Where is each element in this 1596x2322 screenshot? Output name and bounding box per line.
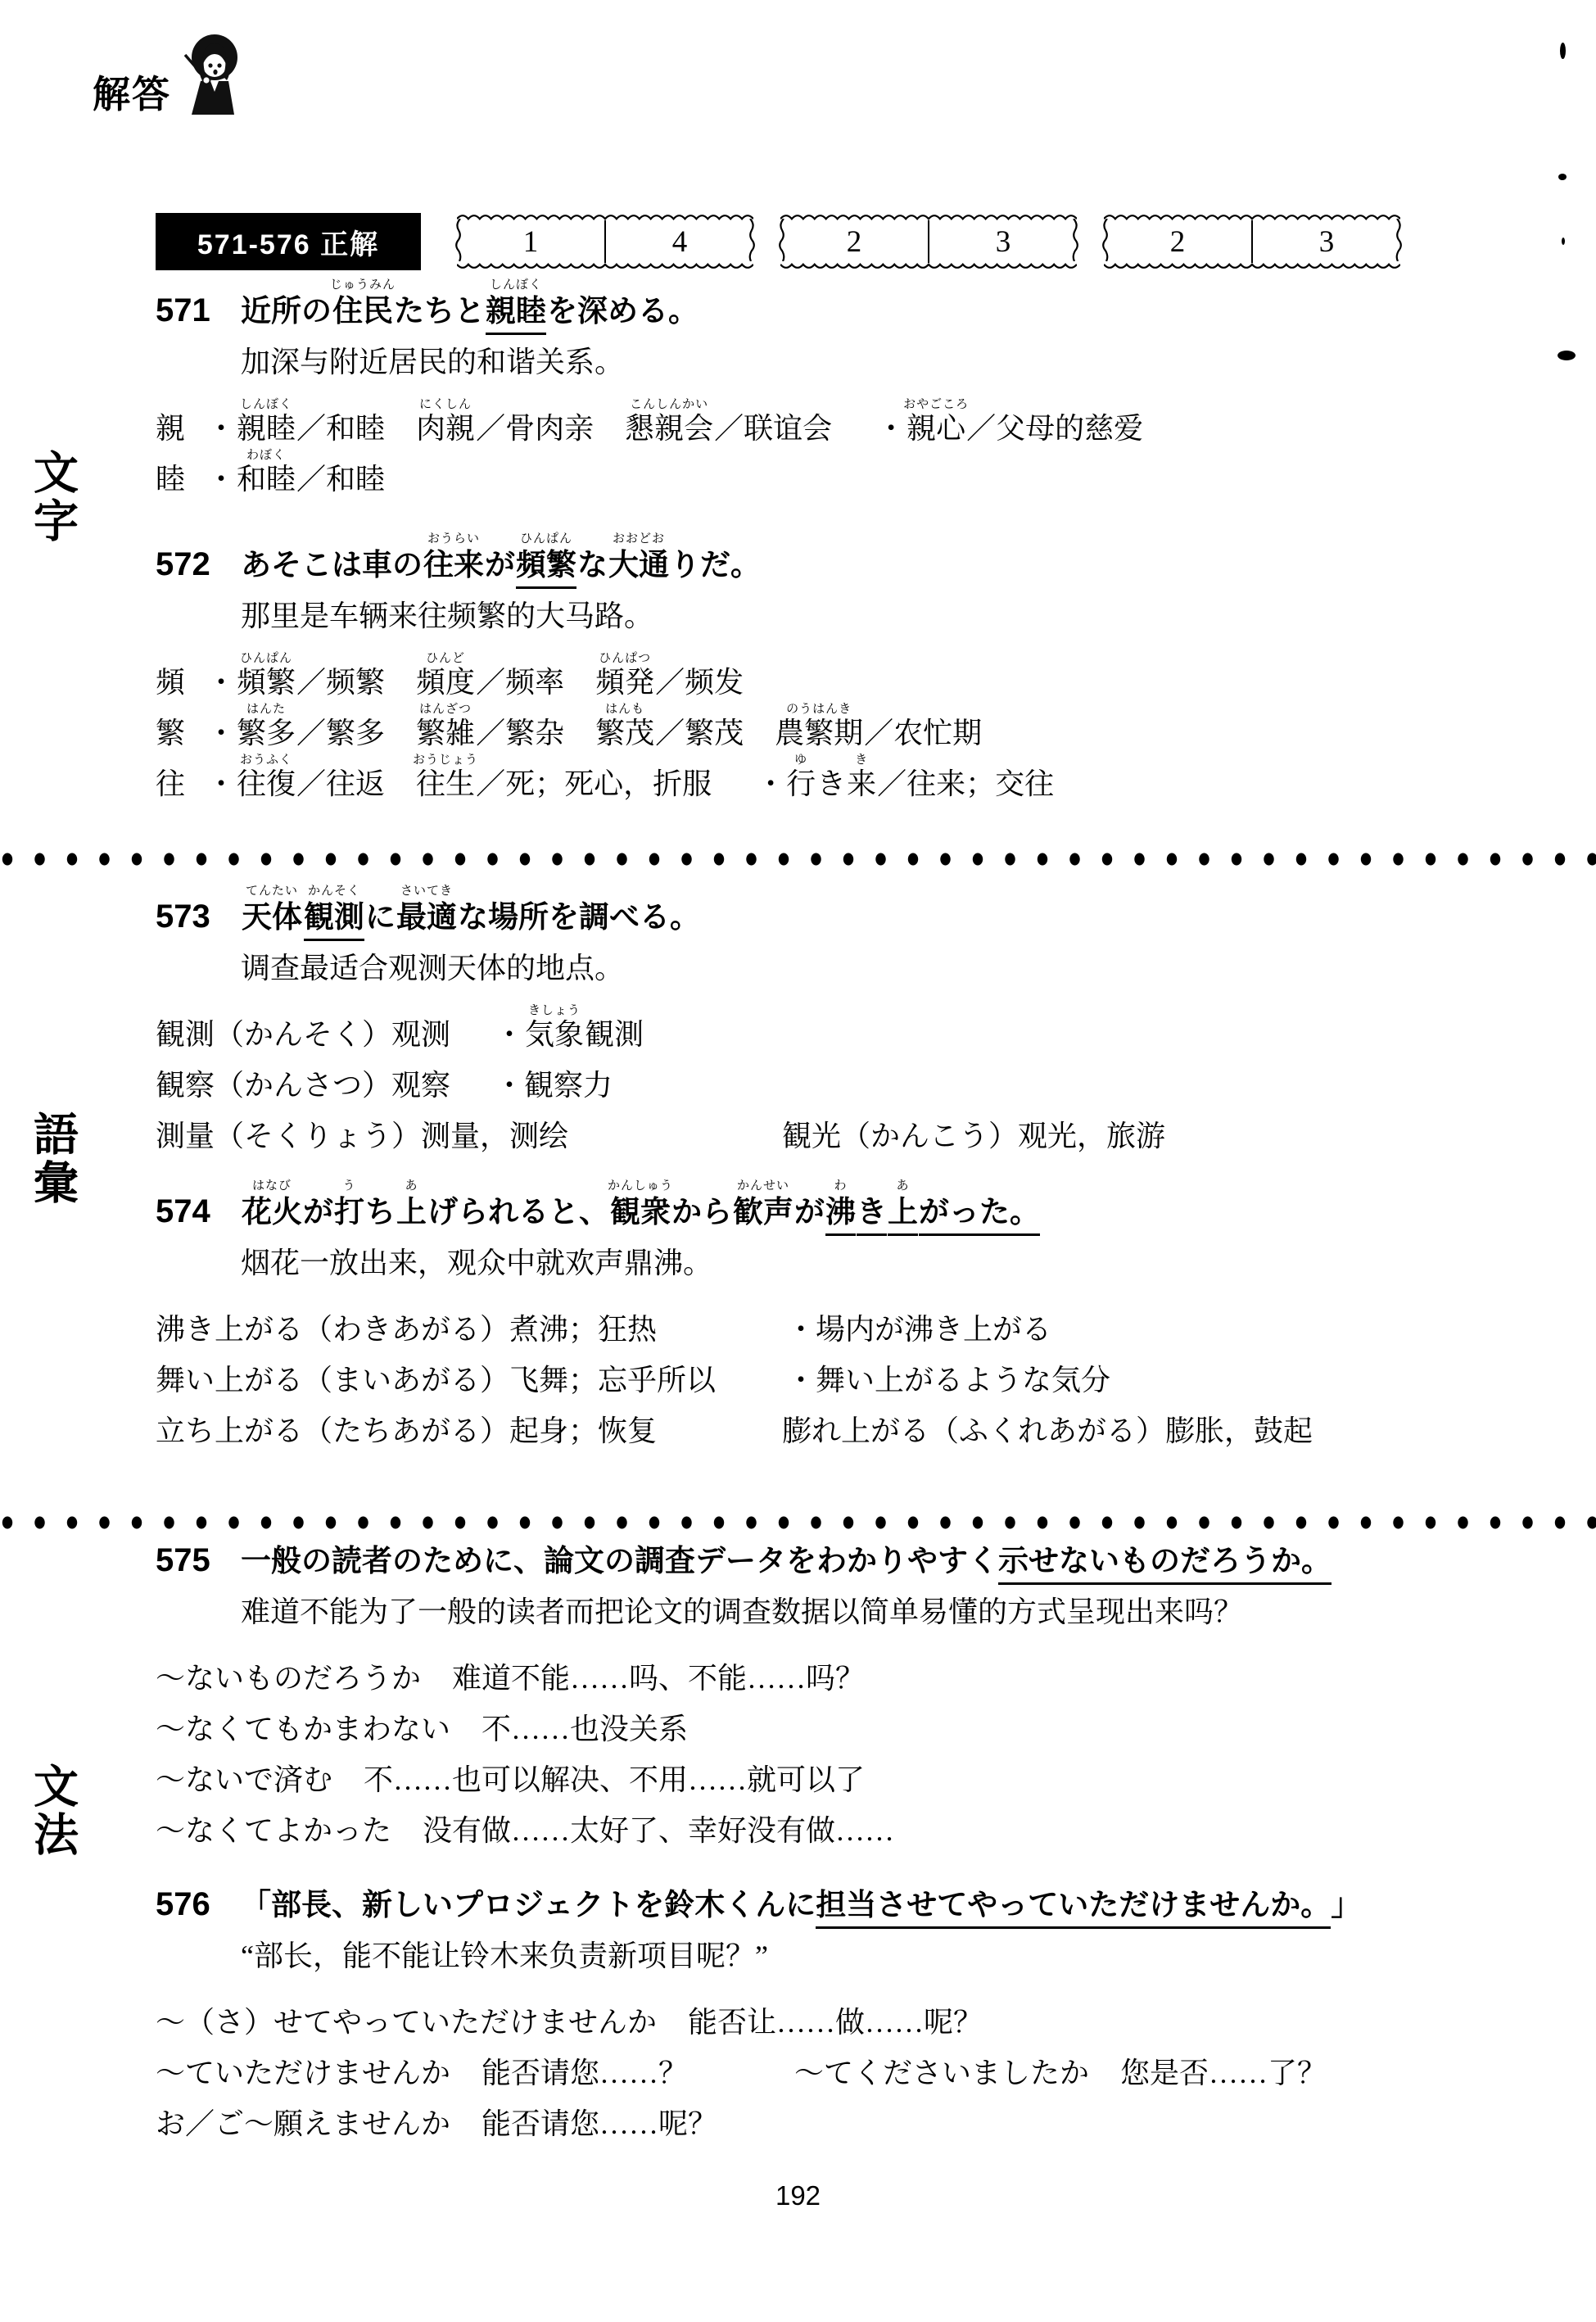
question-head (156, 1176, 1040, 1236)
text-run: 往来 おうらい (423, 532, 484, 582)
question-sentence (241, 529, 761, 589)
answer-key-row (156, 213, 1427, 270)
furigana: はなび (251, 1179, 292, 1193)
furigana: ひんぱん (240, 651, 293, 665)
question-number: 575 (156, 1542, 210, 1578)
question-head (156, 881, 700, 941)
text-run: ・ (756, 767, 786, 800)
text-run: 行 ゆ (786, 753, 816, 800)
text-run: 観測（かんそく） (156, 1017, 392, 1051)
text-run: ／频率 (476, 666, 565, 699)
text-run: が (303, 1195, 333, 1229)
question-translation: 难道不能为了一般的读者而把论文的调查数据以简单易懂的方式呈现出来吗？ (241, 1596, 1244, 1628)
furigana: てんたい (245, 884, 299, 898)
text-run: 親睦 しんぼく (237, 397, 296, 445)
vocabulary-rows (156, 1002, 1166, 1154)
text-run: 往 (156, 767, 186, 800)
scalloped-border-top-icon (780, 213, 1077, 220)
brace-edge-right-icon (748, 219, 756, 261)
text-run: 観衆 かんしゅう (607, 1179, 674, 1229)
grammar-row-naimonodarouka (156, 1645, 1332, 1696)
page-number: 192 (775, 2180, 821, 2211)
text-run: 親心 おやごころ (903, 397, 970, 445)
text-run: 能否请您……呢？ (482, 2107, 718, 2140)
text-run: ・ (206, 665, 237, 699)
text-run: 頻発 ひんぱつ (595, 651, 655, 699)
text-run: 〜ていただけませんか (156, 2056, 451, 2089)
text-run: 一般の読者のために、論文の調査データをわかりやすく (241, 1544, 998, 1577)
text-run: ／父母的慈爱 (966, 412, 1144, 445)
grammar-row-teitadakemasenka (156, 2040, 1361, 2091)
text-run: 担当させてやっていただけませんか。 (816, 1885, 1331, 1929)
question-sentence (241, 881, 700, 941)
text-run: 没有做……太好了、幸好没有做…… (423, 1814, 895, 1847)
answer-cells (780, 220, 1077, 263)
question-head (156, 1525, 1332, 1585)
text-run: 沸き上がる（わきあがる） (156, 1312, 510, 1346)
text-run: 难道不能……吗、不能……吗？ (452, 1662, 866, 1695)
text-run: あそこは車の (241, 548, 423, 582)
answer-cells (457, 220, 753, 263)
furigana: おおどお (612, 532, 666, 545)
question-sentence (241, 275, 699, 335)
grammar-row-nakuteyokatta (156, 1798, 1332, 1849)
text-run: 天体 てんたい (242, 884, 302, 934)
text-run: 観測 (585, 1017, 644, 1051)
text-run: 观察 (391, 1069, 451, 1102)
furigana: しんぼく (240, 397, 293, 411)
text-run: りだ。 (670, 548, 761, 582)
text-run: 起身；恢复 (509, 1414, 658, 1447)
text-run: ／骨肉亲 (476, 412, 595, 445)
sidebar-label-bunpou: 文法 (27, 1763, 78, 1859)
scalloped-border-bottom-icon (1104, 263, 1400, 270)
page-header (93, 33, 246, 116)
text-run: 」 (1331, 1888, 1362, 1921)
grammar-row-naidesumu (156, 1747, 1332, 1798)
question-number: 574 (156, 1193, 210, 1229)
furigana: ひんど (426, 651, 466, 665)
question-number: 573 (156, 898, 210, 935)
text-run: 往復 おうふく (237, 753, 296, 800)
text-run: 肉親 にくしん (416, 397, 476, 445)
word-row-kansatsu (156, 1052, 700, 1103)
text-run: ・ (495, 1017, 525, 1051)
furigana: う (342, 1179, 356, 1193)
text-run: ・ (206, 716, 237, 749)
furigana: しんぼく (489, 278, 543, 292)
furigana: にくしん (419, 397, 472, 411)
kanji-row-han (156, 700, 1054, 751)
text-run: ・ (206, 411, 237, 445)
brace-edge-right-icon (1395, 219, 1403, 261)
text-run: 沸 わ (825, 1193, 856, 1236)
sidebar-label-moji: 文字 (27, 449, 78, 545)
furigana: かんせい (736, 1179, 790, 1193)
furigana: あ (896, 1179, 910, 1193)
text-run: から (671, 1195, 732, 1229)
text-run: が (485, 548, 515, 582)
text-run: 〜なくてもかまわない (156, 1712, 451, 1745)
text-run: 舞い上がる（まいあがる） (156, 1363, 510, 1396)
scalloped-border-bottom-icon (457, 263, 753, 270)
brace-edge-left-icon (778, 219, 786, 261)
scan-artifact (1562, 238, 1565, 245)
answer-box-573-574 (780, 213, 1077, 270)
text-run: 膨胀，鼓起 (1165, 1414, 1313, 1447)
text-run: 繁茂 はんも (595, 702, 655, 749)
vocabulary-rows (156, 650, 1054, 802)
text-run: たちと (394, 294, 485, 328)
text-run: 〜なくてよかった (156, 1813, 392, 1847)
page-title: 解答 (93, 73, 171, 115)
text-run: 繁多 はんた (237, 702, 296, 749)
word-row-sokuryou (156, 1103, 1166, 1154)
word-row-kansoku (156, 1002, 700, 1052)
text-run: 親 (156, 411, 186, 445)
furigana: さいてき (400, 884, 454, 898)
text-run: 睦 (156, 462, 186, 496)
vocabulary-rows (156, 396, 1143, 497)
text-run: 上 あ (396, 1179, 427, 1229)
kanji-row-ou (156, 751, 1054, 802)
text-run: 観光（かんこう） (782, 1119, 1019, 1152)
teacher-girl-illustration (179, 33, 246, 116)
text-run: ・観察力 (495, 1068, 613, 1102)
kanji-row-boku (156, 446, 1143, 497)
question-block-572 (156, 529, 1054, 802)
text-run: ／和睦 (296, 463, 386, 496)
text-run: 能否让……做……呢？ (688, 2006, 983, 2039)
kanji-row-shin (156, 396, 1143, 446)
text-run: 〜ないものだろうか (156, 1661, 422, 1695)
text-run: 不……也可以解决、不用……就可以了 (364, 1763, 866, 1796)
text-run: 示せないものだろうか。 (998, 1541, 1332, 1585)
furigana: こんしんかい (630, 397, 709, 411)
furigana: きしょう (528, 1003, 581, 1017)
text-run: ・舞い上がるような気分 (786, 1363, 1111, 1396)
text-run: ／繁茂 (655, 717, 744, 749)
scan-artifact (1560, 43, 1566, 59)
text-run: 観察（かんさつ） (156, 1068, 392, 1102)
grammar-row-seteyatte (156, 1989, 1361, 2040)
furigana: はんた (246, 702, 287, 716)
scalloped-border-bottom-icon (780, 263, 1077, 270)
scan-artifact (1558, 174, 1567, 180)
grammar-rows (156, 1645, 1332, 1849)
furigana: はんざつ (419, 702, 472, 716)
furigana: き (855, 753, 869, 767)
answer-571: 1 (522, 224, 539, 259)
text-run: が (794, 1195, 825, 1229)
text-run: 繁 (156, 716, 186, 749)
furigana: おうじょう (413, 753, 479, 767)
text-run: 观测 (391, 1018, 451, 1051)
text-run: お／ご〜願えませんか (156, 2107, 451, 2140)
question-translation: 烟花一放出来，观众中就欢声鼎沸。 (241, 1247, 713, 1279)
furigana: おうふく (240, 753, 293, 767)
text-run: ／往来；交往 (877, 767, 1055, 800)
text-run: 测量，测绘 (421, 1120, 569, 1152)
text-run: 農繁期 のうはんき (775, 702, 864, 749)
brace-edge-left-icon (1101, 219, 1110, 261)
scan-artifact (1558, 351, 1576, 360)
text-run: ・ (876, 411, 907, 445)
sidebar-label-goi: 語彙 (27, 1111, 78, 1207)
answer-575: 2 (1169, 224, 1186, 259)
question-head (156, 529, 1054, 589)
text-run: 観測 かんそく (304, 898, 364, 941)
kanji-row-hin (156, 650, 1054, 700)
text-run: 〜てくださいましたか (794, 2056, 1090, 2089)
text-run: 住民 じゅうみん (329, 278, 396, 328)
text-run (782, 1413, 1313, 1449)
question-block-575 (156, 1525, 1332, 1849)
question-block-571 (156, 275, 1143, 497)
text-run: ち (365, 1195, 396, 1229)
text-run (794, 2055, 1327, 2091)
answer-box-575-576 (1104, 213, 1400, 270)
text-run: 不……也没关系 (482, 1713, 689, 1745)
furigana: わぼく (246, 448, 287, 462)
text-run: ／繁多 (296, 717, 386, 749)
text-run: ／死；死心，折服 (476, 767, 712, 800)
text-run: な場所を調べる。 (458, 900, 700, 934)
question-sentence (241, 1869, 1361, 1929)
text-run: 能否请您……？ (482, 2057, 689, 2089)
text-run: 膨れ上がる（ふくれあがる） (782, 1414, 1166, 1447)
text-run: 〜ないで済む (156, 1763, 333, 1796)
word-row-tachiagaru (156, 1398, 1313, 1449)
brace-edge-right-icon (1071, 219, 1079, 261)
text-run: 親睦 しんぼく (486, 292, 546, 335)
scalloped-border-top-icon (457, 213, 753, 220)
question-translation: 那里是车辆来往频繁的大马路。 (241, 600, 654, 632)
furigana: おうらい (427, 532, 481, 545)
furigana: かんそく (307, 884, 361, 898)
furigana: のうはんき (786, 702, 852, 716)
text-run: 煮沸；狂热 (509, 1313, 658, 1346)
text-run: ／联谊会 (714, 412, 833, 445)
brace-edge-left-icon (454, 219, 463, 261)
furigana: ゆ (794, 753, 808, 767)
furigana: かんしゅう (607, 1179, 674, 1193)
text-run: 測量（そくりょう） (156, 1119, 422, 1152)
question-sentence (241, 1176, 1040, 1236)
text-run: 大通 おおどお (608, 532, 669, 582)
text-run: 观光，旅游 (1018, 1120, 1166, 1152)
question-number: 576 (156, 1886, 210, 1922)
furigana: ひんぱん (519, 532, 573, 545)
furigana: わ (834, 1179, 848, 1193)
text-run: 飞舞；忘乎所以 (509, 1364, 717, 1396)
answer-key-label: 571-576 正解 (156, 213, 421, 270)
text-run (782, 1118, 1165, 1154)
text-run: げられると、 (427, 1195, 609, 1229)
text-run: な (577, 548, 608, 582)
text-run: ／往返 (296, 767, 386, 800)
answer-box-571-572 (457, 213, 753, 270)
text-run: を深める。 (547, 294, 699, 328)
text-run: 頻度 ひんど (416, 651, 476, 699)
text-run: ／和睦 (296, 412, 386, 445)
text-run: がった。 (919, 1193, 1040, 1236)
answer-cells (1104, 220, 1400, 263)
text-run: 立ち上がる（たちあがる） (156, 1414, 510, 1447)
grammar-row-nakutemokamawanai (156, 1696, 1332, 1747)
text-run: に (365, 900, 396, 934)
text-run: き (857, 1193, 887, 1236)
vocabulary-rows (156, 1297, 1313, 1449)
question-translation: 加深与附近居民的和谐关系。 (241, 346, 625, 378)
question-block-574 (156, 1176, 1313, 1449)
text-run: き (816, 767, 847, 800)
furigana: はんも (605, 702, 645, 716)
text-run: 懇親会 こんしんかい (625, 397, 714, 445)
text-run: ／农忙期 (864, 717, 983, 749)
text-run: 最適 さいてき (396, 884, 457, 934)
question-translation: “部长，能不能让铃木来负责新项目呢？” (241, 1940, 768, 1972)
question-number: 571 (156, 292, 210, 328)
text-run: 打 う (334, 1179, 364, 1229)
text-run: 繁雑 はんざつ (416, 702, 476, 749)
question-number: 572 (156, 546, 210, 582)
text-run: ／繁杂 (476, 717, 565, 749)
text-run: 頻繁 ひんぱん (516, 545, 576, 589)
furigana: ひんぱつ (599, 651, 652, 665)
text-run (786, 1311, 1051, 1347)
text-run: 往生 おうじょう (413, 753, 479, 800)
text-run: 頻 (156, 665, 186, 699)
question-sentence (241, 1525, 1332, 1585)
question-block-576 (156, 1869, 1361, 2142)
text-run: 気象 きしょう (525, 1003, 585, 1051)
text-run: 花火 はなび (242, 1179, 302, 1229)
text-run: ／频繁 (296, 666, 386, 699)
question-translation: 调查最适合观测天体的地点。 (241, 952, 625, 984)
furigana: おやごころ (903, 397, 970, 411)
question-block-573 (156, 881, 1166, 1154)
grammar-row-onegaemasenka (156, 2091, 1361, 2142)
question-head (156, 1869, 1361, 1929)
answer-576: 3 (1318, 224, 1335, 259)
text-run: 上 あ (888, 1193, 918, 1236)
word-row-wakiagaru (156, 1297, 1052, 1347)
answer-572: 4 (671, 224, 688, 259)
question-head (156, 275, 1143, 335)
text-run: ／频发 (655, 666, 744, 699)
grammar-rows (156, 1989, 1361, 2142)
word-row-maiagaru (156, 1347, 1111, 1398)
text-run: 您是否……了？ (1120, 2057, 1327, 2089)
text-run: ・ (206, 767, 237, 800)
dotted-divider (0, 852, 1596, 867)
text-run: 近所の (241, 294, 332, 328)
text-run: 来 き (847, 753, 877, 800)
text-run: 〜（さ）せてやっていただけませんか (156, 2005, 658, 2039)
text-run: 歓声 かんせい (733, 1179, 793, 1229)
text-run (786, 1362, 1110, 1398)
text-run: 頻繁 ひんぱん (237, 651, 296, 699)
scalloped-border-top-icon (1104, 213, 1400, 220)
text-run: ・ (206, 462, 237, 496)
furigana: あ (405, 1179, 418, 1193)
text-run: 「部長、新しいプロジェクトを鈴木くんに (241, 1888, 816, 1921)
furigana: じゅうみん (329, 278, 396, 292)
answer-574: 3 (995, 224, 1011, 259)
text-run: 和睦 わぼく (237, 448, 296, 496)
text-run: ・場内が沸き上がる (786, 1312, 1052, 1346)
answer-573: 2 (846, 224, 862, 259)
